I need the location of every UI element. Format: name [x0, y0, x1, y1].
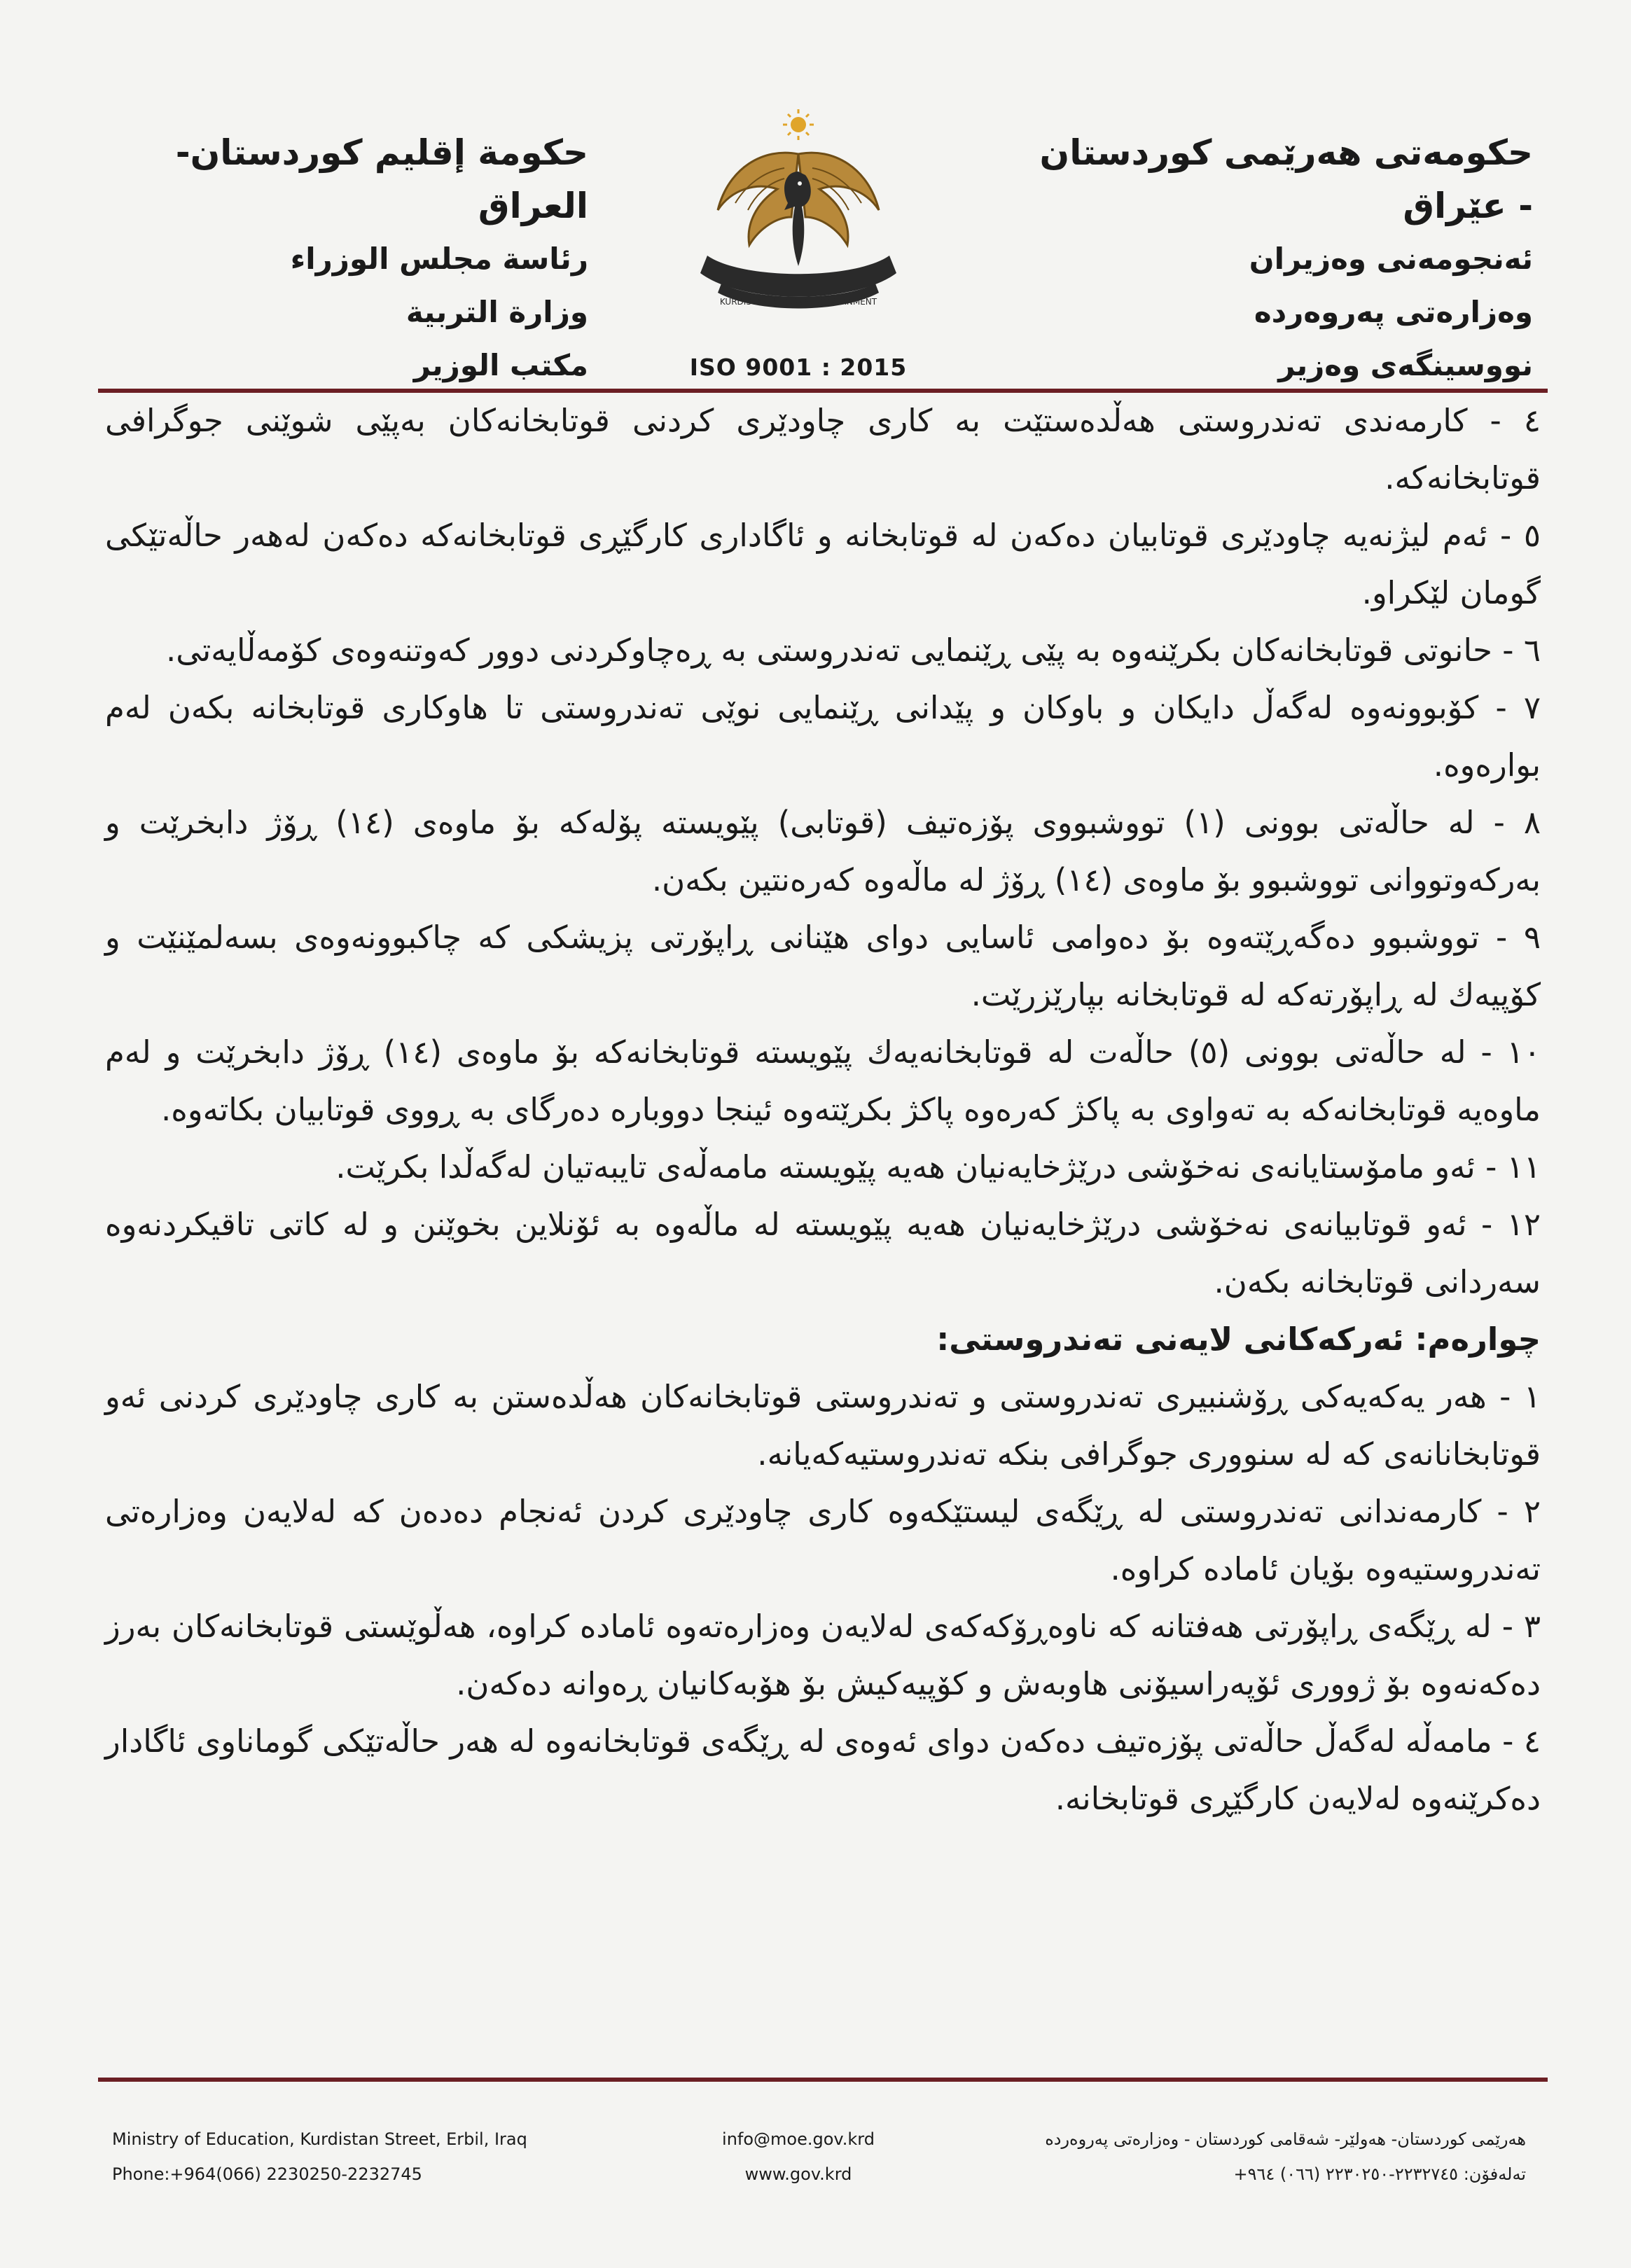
paragraph-item: ١٠ - لە حاڵەتی بوونی (٥) حاڵەت لە قوتابخانەیەك پێویستە قوتابخانەکە بۆ ماوەی (١٤) ڕۆژ دابخرێت و لەم ماوەیە قوتابخانەکە بە تەواوی بە پاکژ کەرەوە پاکژ بکرێتەوە ئینجا دووبارە دەرگای بە ڕووی قوتابیان بکاتەوە.: [105, 1034, 1541, 1128]
header-arabic-line-2: رئاسة مجلس الوزراء: [290, 242, 588, 276]
paragraph-item: ٢ - کارمەندانی تەندروستی لە ڕێگەی لیستێکەوە کاری چاودێری کردن ئەنجام دەدەن کە لەلایەن وەزارەتی تەندروستیەوە بۆیان ئامادە کراوە.: [105, 1493, 1541, 1587]
footer-phone-line: Phone:+964(066) 2230250-2232745: [112, 2164, 422, 2184]
footer-contact: [672, 2122, 924, 2192]
paragraph-item: ٤ - مامەڵە لەگەڵ حاڵەتی پۆزەتیف دەکەن دوای ئەوەی لە ڕێگەی قوتابخانەوە لە هەر حاڵەتێکی گوماناوی ئاگادار دەکرێنەوە لەلایەن کارگێڕی قوتابخانە.: [105, 1723, 1541, 1817]
paragraph-item: ٧ - کۆبوونەوە لەگەڵ دایکان و باوکان و پێدانی ڕێنمایی نوێی تەندروستی تا هاوکاری قوتابخانە بکەن لەم بوارەوە.: [105, 689, 1541, 784]
paragraph-item: ١ - هەر یەکەیەکی ڕۆشنبیری تەندروستی و تەندروستی قوتابخانەکان هەڵدەستن بە کاری چاودێری کردنی ئەو قوتابخانانەی کە لە سنووری جوگرافی بنکە تەندروستیەکەیانە.: [105, 1378, 1541, 1473]
paragraph-item: ٤ - کارمەندی تەندروستی هەڵدەستێت بە کاری چاودێری کردنی قوتابخانەکان بەپێی شوێنی جوگرافی قوتابخانەکە.: [105, 402, 1541, 496]
header-kurdish: [1029, 126, 1533, 392]
paragraph-item: ٦ - حانوتی قوتابخانەکان بکرێنەوە بە پێی ڕێنمایی تەندروستی بە ڕەچاوکردنی دوور کەوتنەوەی کۆمەڵایەتی.: [165, 632, 1541, 669]
footer-email[interactable]: info@moe.gov.krd: [722, 2129, 875, 2149]
header-kurdish-line-1: حکومەتی هەرێمی کوردستان - عێراق: [1039, 132, 1533, 226]
paragraph-item: ٣ - لە ڕێگەی ڕاپۆرتی هەفتانە کە ناوەڕۆکەکەی لەلایەن وەزارەتەوە ئامادە کراوە، هەڵوێستی قوتابخانەکان بەرز دەکەنەوە بۆ ژووری ئۆپەراسیۆنی هاوبەش و کۆپیەکیش بۆ هۆبەکانیان ڕەوانە دەکەن.: [105, 1608, 1541, 1702]
paragraph-item: ٩ - تووشبوو دەگەڕێتەوە بۆ دەوامی ئاسایی دوای هێنانی ڕاپۆرتی پزیشکی کە چاکبوونەوەی بسەلمێنێت و کۆپیەك لە ڕاپۆرتەکە لە قوتابخانە بپارێزرێت.: [105, 919, 1541, 1013]
paragraph-item: ٥ - ئەم لیژنەیە چاودێری قوتابیان دەکەن لە قوتابخانە و ئاگاداری کارگێڕی قوتابخانەکە دەکەن لەهەر حاڵەتێکی گومان لێکراو.: [105, 517, 1541, 611]
footer-english-address: [112, 2122, 602, 2192]
header-kurdish-line-4: نووسینگەی وەزیر: [1278, 348, 1533, 382]
header-kurdish-line-3: وەزارەتی پەروەردە: [1254, 295, 1533, 329]
section-heading: چوارەم: ئەرکەکانی لایەنی تەندروستی:: [936, 1321, 1541, 1358]
footer-website[interactable]: www.gov.krd: [744, 2164, 852, 2184]
paragraph-item: ١٢ - ئەو قوتابیانەی نەخۆشی درێژخایەنیان هەیە پێویستە لە ماڵەوە بە ئۆنلاین بخوێنن و لە کاتی تاقیکردنەوە سەردانی قوتابخانە بکەن.: [105, 1206, 1541, 1300]
paragraph-item: ١١ - ئەو مامۆستایانەی نەخۆشی درێژخایەنیان هەیە پێویستە مامەڵەی تایبەتیان لەگەڵدا بکرێت.: [335, 1148, 1541, 1185]
paragraph-item: ٨ - لە حاڵەتی بوونی (١) تووشبووی پۆزەتیف (قوتابی) پێویستە پۆلەکە بۆ ماوەی (١٤) ڕۆژ دابخرێت و بەرکەوتووانی تووشبوو بۆ ماوەی (١٤) ڕۆژ لە ماڵەوە کەرەنتین بکەن.: [105, 804, 1541, 898]
header-arabic-line-4: مكتب الوزير: [413, 348, 588, 382]
krg-emblem-icon: [679, 105, 917, 336]
footer-kurdish-address: [1022, 2122, 1526, 2192]
footer-address-line: Ministry of Education, Kurdistan Street, Erbil, Iraq: [112, 2129, 527, 2149]
header-arabic: [112, 126, 588, 392]
document-body: [105, 392, 1541, 1828]
footer-divider: [98, 2078, 1548, 2082]
footer-kurdish-address-line: هەرێمی کوردستان- هەولێر- شەقامی کوردستان - وەزارەتی پەروەردە: [1045, 2129, 1526, 2149]
header-arabic-line-1: حكومة إقليم كوردستان- العراق: [175, 132, 588, 226]
emblem-caption: KURDISTAN REGIONAL GOVERNMENT: [719, 297, 877, 307]
header-kurdish-line-2: ئەنجومەنی وەزیران: [1249, 242, 1533, 276]
iso-certification: ISO 9001 : 2015: [689, 354, 908, 381]
header-arabic-line-3: وزارة التربية: [405, 295, 588, 329]
footer-kurdish-phone-line: تەلەفۆن: ٢٢٣٢٧٤٥-٢٢٣٠٢٥٠ (٠٦٦) ٩٦٤+: [1233, 2164, 1526, 2184]
